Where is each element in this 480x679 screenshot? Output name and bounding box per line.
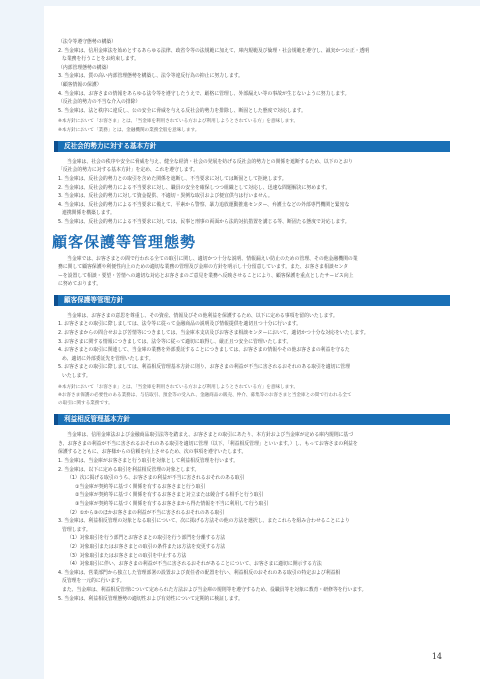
text-line: ※本方針において「お客さま」とは、「当金庫を利用されている方および利用しようとされている方」を意味します。 [58,119,299,125]
text-line: 4. 当金庫は、反社会的勢力による不当要求に備えて、平素から警察、暴力追放運動推進センター、弁護士などの外部専門機関と緊密な [58,201,350,208]
text-line: 1. お客さまとの取引に際しましては、法令等に従って金融商品の説明及び情報提供を適切且つ十分に行います。 [58,321,302,328]
text-line: （内部管理態勢の構築） [58,64,112,71]
text-line: 4. 当金庫は、営業部門から独立した管理部署の設置および責任者の配置を行い、利益相反のおそれのある取引の特定および利益相 [58,569,341,576]
section-heading-conflict-of-interest: 利益相反管理基本方針 [54,414,450,425]
text-line: 2. 当金庫は、反社会的勢力による不当要求に対し、職員の安全を確保しつつ組織として対応し、迅速な問題解決に努めます。 [58,184,331,191]
text-line: 3. 当金庫は、反社会的勢力に対して資金提供、不適切・異例な取引および便宜供与は行いません。 [58,193,273,200]
customer-protection-intro [58,255,450,289]
text-line: 当金庫は、信用金庫法および金融商品取引法等を踏まえ、お客さまとの取引にあたり、本方針および当金庫が定める庫内規則に基づ [67,432,354,439]
text-line: （4）対象取引に伴い、お客さまの利益が不当に害されるおそれがあることについて、お客さまに適切に開示する方法 [67,561,322,568]
text-line: 反管理を一元的に行います。 [62,578,125,585]
text-line: 務に関して顧客保護や利便性向上のための適切な業務の管理及び金庫の方針を明示し十分留意しています。また、お客さま相談センタ [58,264,349,271]
text-line: に努めております。 [58,281,102,288]
left-margin-band [0,0,44,679]
text-line: 「反社会的勢力に対する基本方針」を定め、これを遵守します。 [58,167,198,174]
compliance-policy-continued [58,38,450,135]
text-line: 4. お客さまとの取引に関連して、当金庫の業務を外部委託することにつきましては、お客さまの情報やその他お客さまの利益を守るた [58,347,350,354]
text-line: 当金庫では、お客さまとの間で行われる全ての取引に関し、適切かつ十分な説明、情報漏えい防止のための管理、その他金融機関の業 [67,255,358,262]
anti-social-forces-policy [58,158,450,227]
text-line: 2. 当金庫は、以下に定める取引を利益相反管理の対象とします。 [58,466,200,473]
text-line: 3. 当金庫は、質の高い内部管理態勢を構築し、法令等違反行為の抑止に努力します。 [58,73,243,80]
text-line: 当金庫は、お客さまの意思を尊重し、その資産、情報及びその他利益を保護するため、以下に定める事項を留的いたします。 [67,312,338,319]
text-line: （1）対象取引を行う部門とお客さまとの取引を行う部門を分離する方法 [67,535,226,542]
conflict-of-interest-policy [58,431,450,603]
customer-protection-policy [58,312,450,408]
section-heading-anti-social-forces: 反社会的勢力に対する基本方針 [54,141,450,152]
text-line: ③当金庫が契約等に基づく関係を有するお客さまから得た情報を不当に利用して行う取引 [75,500,269,507]
text-line: また、当金庫は、利益相反管理について定められた方法および当金庫の規則等を遵守するため、役職員等を対象に教育・研修等を行います。 [62,586,367,593]
text-line: の取引に関する業務です。 [58,401,113,407]
text-line: 4. 当金庫は、お客さまの情報をあらゆる法令等を遵守したうえで、厳格に管理し、外部漏えい等の事故が生じないように努力します。 [58,90,350,97]
text-line: ※本方針において「業務」とは、金融機関の業務全般を意味します。 [58,127,200,133]
text-line: ②当金庫が契約等に基づく関係を有するお客さまと対立または競合する相手と行う取引 [75,492,264,499]
text-line: （2）①から③のほかお客さまの利益が不当に害されるおそれのある取引 [67,509,225,516]
page-content [52,38,450,603]
text-line: （1）次に掲げる取引のうち、お客さまの利益が不当に害されるおそれのある取引 [67,475,245,482]
text-line: 3. お客さまに関する情報につきましては、法令等に従って適切に取得し、厳正且つ安全に管理いたします。 [58,338,292,345]
text-line: （3）対象取引またはお客さまとの取引を中止する方法 [67,552,187,559]
text-line: ※お客さま保護の必要性のある業務は、与信取引、預金等の受入れ、金融商品の販売、仲介、募集等のお客さまと当金庫との間で行われる全て [58,392,352,398]
text-line: ※本方針において「お客さま」とは、「当金庫を利用されている方および利用しようとされている方」を意味します。 [58,384,299,390]
text-line: め、適切に外部委託先を管理いたします。 [62,355,154,362]
text-line: いたします。 [62,373,91,380]
main-heading-customer-protection: 顧客保護等管理態勢 [52,232,197,251]
text-line: 管理します。 [62,526,91,533]
text-line: （法令等遵守態勢の構築） [58,39,117,45]
text-line: な業務を行うことをお約束します。 [62,56,140,63]
text-line: 3. 当金庫は、利益相反管理の対象となる取引について、次に掲げる方法その他の方法を選択し、またこれらを組み合わせることにより [58,518,350,525]
text-line: ①当金庫が契約等に基づく関係を有するお客さまと行う取引 [75,483,206,490]
page-top-band [0,0,480,6]
text-line: （2）対象取引またはお客さまとの取引の条件または方法を変更する方法 [67,543,226,550]
text-line: 5. 当金庫は、法と秩序に違反し、公の安全に脅威を与える反社会的勢力を排除し、断固とした態度で対応します。 [58,107,306,114]
text-line: （反社会的勢力の不当な介入の排除） [58,99,141,106]
section-heading-customer-protection-policy: 顧客保護等管理方針 [54,295,450,306]
text-line: 当金庫は、社会の秩序や安全に脅威を与え、健全な経済・社会の発展を妨げる反社会的勢力との関係を遮断するため、以下のとおり [67,158,353,165]
text-line: 保護するとともに、お客様からの信頼を向上させるため、次の事項を遵守いたします。 [58,449,247,456]
text-line: 5. お客さまとの取引に際しましては、利益相反管理基本方針に則り、お客さまの利益が不当に害されるおそれのある取引を適切に管理 [58,364,350,371]
text-line: 2. お客さまからの問合せおよび苦情等につきましては、当金庫本支店及びお客さま相談センターにおいて、適切かつ十分な対応をいたします。 [58,330,369,337]
text-line: き、お客さまの利益が不当に害されるおそれのある取引を適切に管理（以下、「利益相反管理」といいます。）し、もってお客さまの利益を [58,440,358,447]
text-line: 5. 当金庫は、利益相反管理態勢の適切性および有効性について定期的に検証します。 [58,595,243,602]
text-line: 1. 当金庫は、反社会的勢力との取引を含めた関係を遮断し、不当要求に対しては断固として拒絶します。 [58,175,287,182]
text-line: 2. 当金庫は、信用金庫法を始めとするあらゆる法律、政省令等の法規範に加えて、庫内規範及び倫理・社会規範を遵守し、誠実かつ公正・透明 [58,47,370,54]
text-line: （顧客情報の保護） [58,81,102,88]
page-number: 14 [431,652,442,661]
text-line: ーを設置して相談・要望・苦情への適切な対応とお客さまのご意見を業務へ反映させることにより、顧客保護を重点としたサービス向上 [58,272,354,279]
text-line: 5. 当金庫は、反社会的勢力による不当要求に対しては、民事と刑事の両面から法的対抗措置を講じる等、断固たる態度で対応します。 [58,218,350,225]
text-line: 1. 当金庫は、当金庫がお客さまと行う取引を対象として利益相反管理を行います。 [58,458,239,465]
text-line: 連携関係を構築します。 [62,210,115,217]
